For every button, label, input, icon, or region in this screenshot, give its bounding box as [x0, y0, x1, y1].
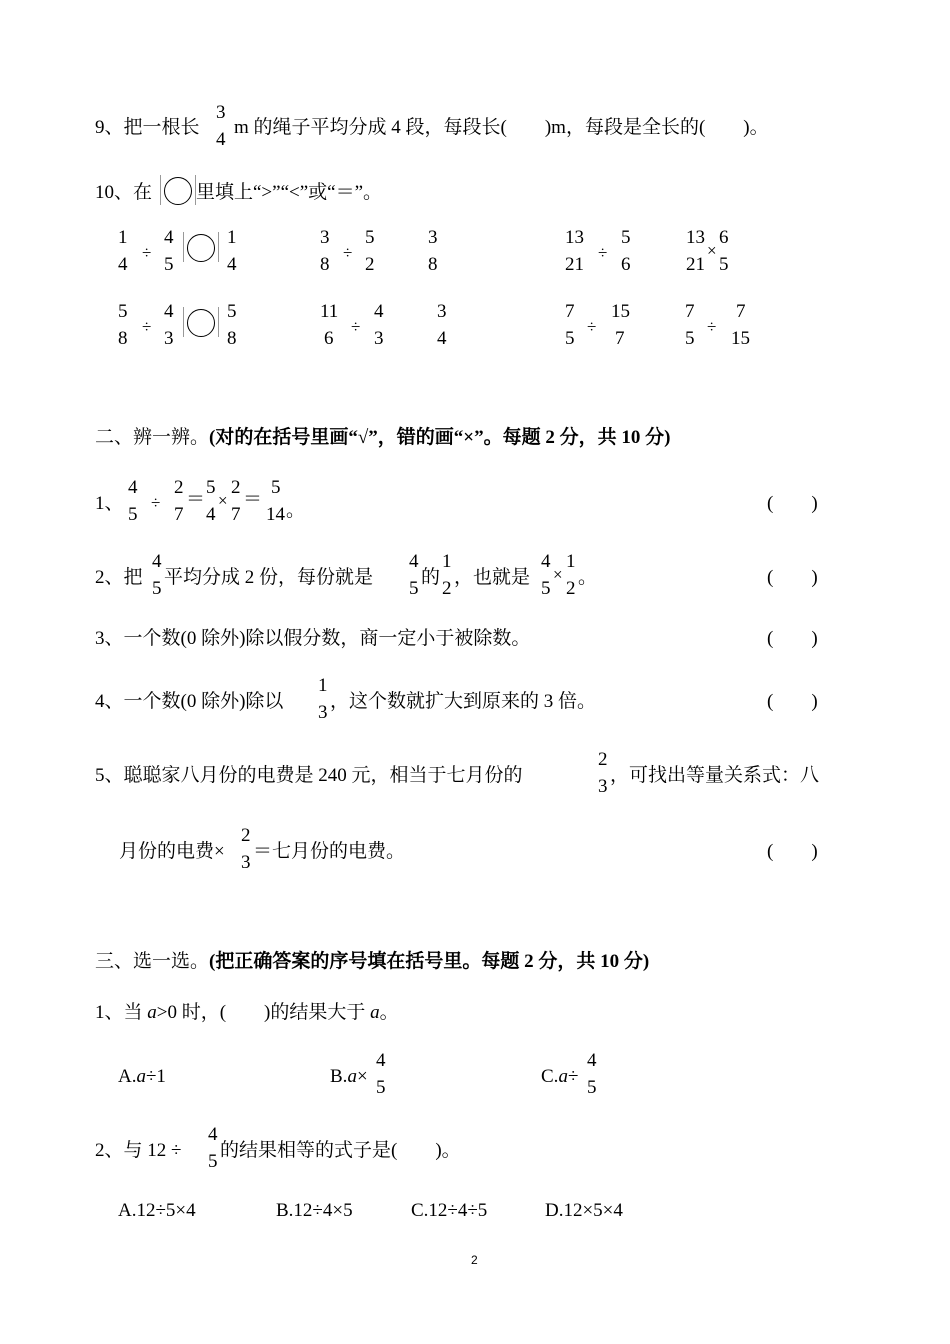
denominator: 5	[128, 504, 138, 525]
numerator: 4	[374, 301, 384, 322]
option-d[interactable]: D.12×5×4	[545, 1200, 623, 1221]
option-letter: C.	[541, 1066, 559, 1087]
numerator: 5	[227, 301, 237, 322]
denominator: 5	[409, 578, 419, 599]
denominator: 7	[174, 504, 184, 525]
denominator: 5	[164, 254, 174, 275]
denominator: 4	[206, 504, 216, 525]
section2-instructions-end: 分)	[640, 427, 671, 448]
numerator: 4	[152, 551, 162, 572]
divide-sign: ÷	[343, 243, 353, 262]
variable-a: a	[347, 1066, 357, 1087]
section3-points-total: 10	[600, 951, 620, 972]
denominator: 6	[324, 328, 334, 349]
answer-parentheses[interactable]: ( )	[767, 841, 818, 862]
denominator: 5	[376, 1077, 386, 1098]
equals-sign: ＝	[186, 489, 206, 510]
numerator: 1	[118, 227, 128, 248]
divide-sign: ÷	[142, 243, 152, 262]
denominator: 5	[685, 328, 695, 349]
denominator: 4	[118, 254, 128, 275]
numerator: 1	[566, 551, 576, 572]
denominator: 3	[598, 776, 608, 797]
denominator: 4	[437, 328, 447, 349]
denominator: 2	[566, 578, 576, 599]
denominator: 7	[615, 328, 625, 349]
times-sign: ×	[553, 565, 563, 584]
q-text: >0 时，( )的结果大于	[156, 1002, 371, 1023]
divide-sign: ÷	[351, 317, 361, 336]
denominator: 5	[565, 328, 575, 349]
q-text: 5、聪聪家八月份的电费是 240 元，相当于七月份的	[95, 765, 523, 786]
divide-sign: ÷	[142, 317, 152, 336]
denominator: 3	[241, 852, 251, 873]
divide-sign: ÷	[567, 1066, 579, 1087]
q9-suffix: m 的绳子平均分成 4 段，每段长( )m，每段是全长的( )。	[234, 117, 769, 138]
q10-prefix: 10、在	[95, 182, 153, 203]
variable-a: a	[370, 1002, 380, 1023]
answer-parentheses[interactable]: ( )	[767, 567, 818, 588]
section2-points-each: 2	[545, 427, 555, 448]
variable-a: a	[558, 1066, 568, 1087]
option-a[interactable]: A.a÷1	[118, 1066, 166, 1087]
judge-question-3: 3、一个数(0 除外)除以假分数，商一定小于被除数。	[95, 628, 531, 649]
numerator: 7	[736, 301, 746, 322]
q-number: 2、把	[95, 567, 143, 588]
q9-fraction-den: 4	[216, 129, 226, 150]
q-text: 1、当	[95, 1002, 148, 1023]
numerator: 4	[164, 227, 174, 248]
section2-instructions-mid: 分，共	[554, 427, 622, 448]
numerator: 7	[685, 301, 695, 322]
numerator: 2	[174, 477, 184, 498]
numerator: 4	[409, 551, 419, 572]
section3-title	[95, 952, 649, 971]
q9-fraction-num: 3	[216, 102, 226, 123]
times-sign: ×	[356, 1066, 368, 1087]
section2-instructions: (对的在括号里画“√”，错的画“×”。每题	[209, 427, 546, 448]
q-text: 的结果相等的式子是( )。	[220, 1140, 461, 1161]
q-number: 1、	[95, 493, 124, 514]
numerator: 1	[227, 227, 237, 248]
denominator: 6	[621, 254, 631, 275]
option-letter: B.	[330, 1066, 348, 1087]
numerator: 5	[118, 301, 128, 322]
denominator: 5	[719, 254, 729, 275]
option-c[interactable]: C.12÷4÷5	[411, 1200, 488, 1221]
q10-suffix: 里填上“>”“<”或“＝”。	[196, 182, 383, 203]
numerator: 3	[428, 227, 438, 248]
numerator: 4	[541, 551, 551, 572]
section3-instructions-mid: 分，共	[533, 951, 601, 972]
numerator: 1	[318, 675, 328, 696]
answer-circle-icon[interactable]	[187, 234, 215, 262]
section3-instructions: (把正确答案的序号填在括号里。每题	[209, 951, 525, 972]
answer-parentheses[interactable]: ( )	[767, 628, 818, 649]
divide-sign: ÷	[587, 317, 597, 336]
denominator: 15	[731, 328, 750, 349]
option-b[interactable]: B.12÷4×5	[276, 1200, 353, 1221]
period: 。	[578, 567, 598, 588]
numerator: 6	[719, 227, 729, 248]
times-sign: ×	[707, 241, 717, 260]
numerator: 5	[271, 477, 281, 498]
answer-parentheses[interactable]: ( )	[767, 493, 818, 514]
divide-sign: ÷	[707, 317, 717, 336]
section2-heading: 二、辨一辨。	[95, 427, 210, 448]
option-a[interactable]: A.12÷5×4	[118, 1200, 196, 1221]
equals-sign: ＝	[243, 489, 263, 510]
section3-points-each: 2	[524, 951, 534, 972]
section3-heading: 三、选一选。	[95, 951, 210, 972]
divide-sign: ÷	[598, 243, 608, 262]
numerator: 13	[686, 227, 705, 248]
section3-instructions-end: 分)	[619, 951, 650, 972]
denominator: 8	[227, 328, 237, 349]
numerator: 2	[598, 749, 608, 770]
q-text: 的	[421, 567, 441, 588]
numerator: 11	[320, 301, 339, 322]
page-number: 2	[471, 1253, 478, 1267]
denominator: 5	[541, 578, 551, 599]
denominator: 8	[118, 328, 128, 349]
denominator: 5	[152, 578, 162, 599]
numerator: 4	[208, 1124, 218, 1145]
denominator: 3	[318, 702, 328, 723]
denominator: 4	[227, 254, 237, 275]
q-text: ，也就是	[454, 567, 531, 588]
denominator: 2	[442, 578, 452, 599]
q-text: 平均分成 2 份，每份就是	[164, 567, 374, 588]
numerator: 4	[164, 301, 174, 322]
answer-circle-icon	[164, 177, 192, 205]
denominator: 8	[428, 254, 438, 275]
denominator: 5	[587, 1077, 597, 1098]
numerator: 3	[320, 227, 330, 248]
variable-a: a	[147, 1002, 157, 1023]
denominator: 21	[565, 254, 584, 275]
numerator: 4	[128, 477, 138, 498]
divide-sign: ÷	[151, 493, 161, 512]
numerator: 7	[565, 301, 575, 322]
numerator: 5	[206, 477, 216, 498]
choice-question-1	[95, 1003, 399, 1022]
numerator: 5	[365, 227, 375, 248]
answer-parentheses[interactable]: ( )	[767, 691, 818, 712]
numerator: 15	[611, 301, 630, 322]
numerator: 3	[437, 301, 447, 322]
period: 。	[379, 1002, 399, 1023]
section2-points-total: 10	[621, 427, 641, 448]
numerator: 13	[565, 227, 584, 248]
denominator: 7	[231, 504, 241, 525]
numerator: 1	[442, 551, 452, 572]
numerator: 4	[587, 1050, 597, 1071]
q-text: 4、一个数(0 除外)除以	[95, 691, 284, 712]
q-text: ＝七月份的电费。	[253, 841, 406, 862]
section2-title	[95, 428, 670, 447]
denominator: 8	[320, 254, 330, 275]
numerator: 2	[231, 477, 241, 498]
numerator: 5	[621, 227, 631, 248]
q9-prefix: 9、把一根长	[95, 117, 200, 138]
numerator: 2	[241, 825, 251, 846]
denominator: 3	[164, 328, 174, 349]
q-text: ，这个数就扩大到原来的 3 倍。	[330, 691, 597, 712]
q-text: 月份的电费×	[119, 841, 225, 862]
denominator: 14	[266, 504, 285, 525]
answer-circle-icon[interactable]	[187, 309, 215, 337]
numerator: 4	[376, 1050, 386, 1071]
times-sign: ×	[218, 491, 228, 510]
q-text: ，可找出等量关系式：八	[610, 765, 820, 786]
q-text: 2、与 12 ÷	[95, 1140, 182, 1161]
denominator: 21	[686, 254, 705, 275]
period: 。	[286, 500, 306, 521]
denominator: 5	[208, 1151, 218, 1172]
denominator: 2	[365, 254, 375, 275]
denominator: 3	[374, 328, 384, 349]
